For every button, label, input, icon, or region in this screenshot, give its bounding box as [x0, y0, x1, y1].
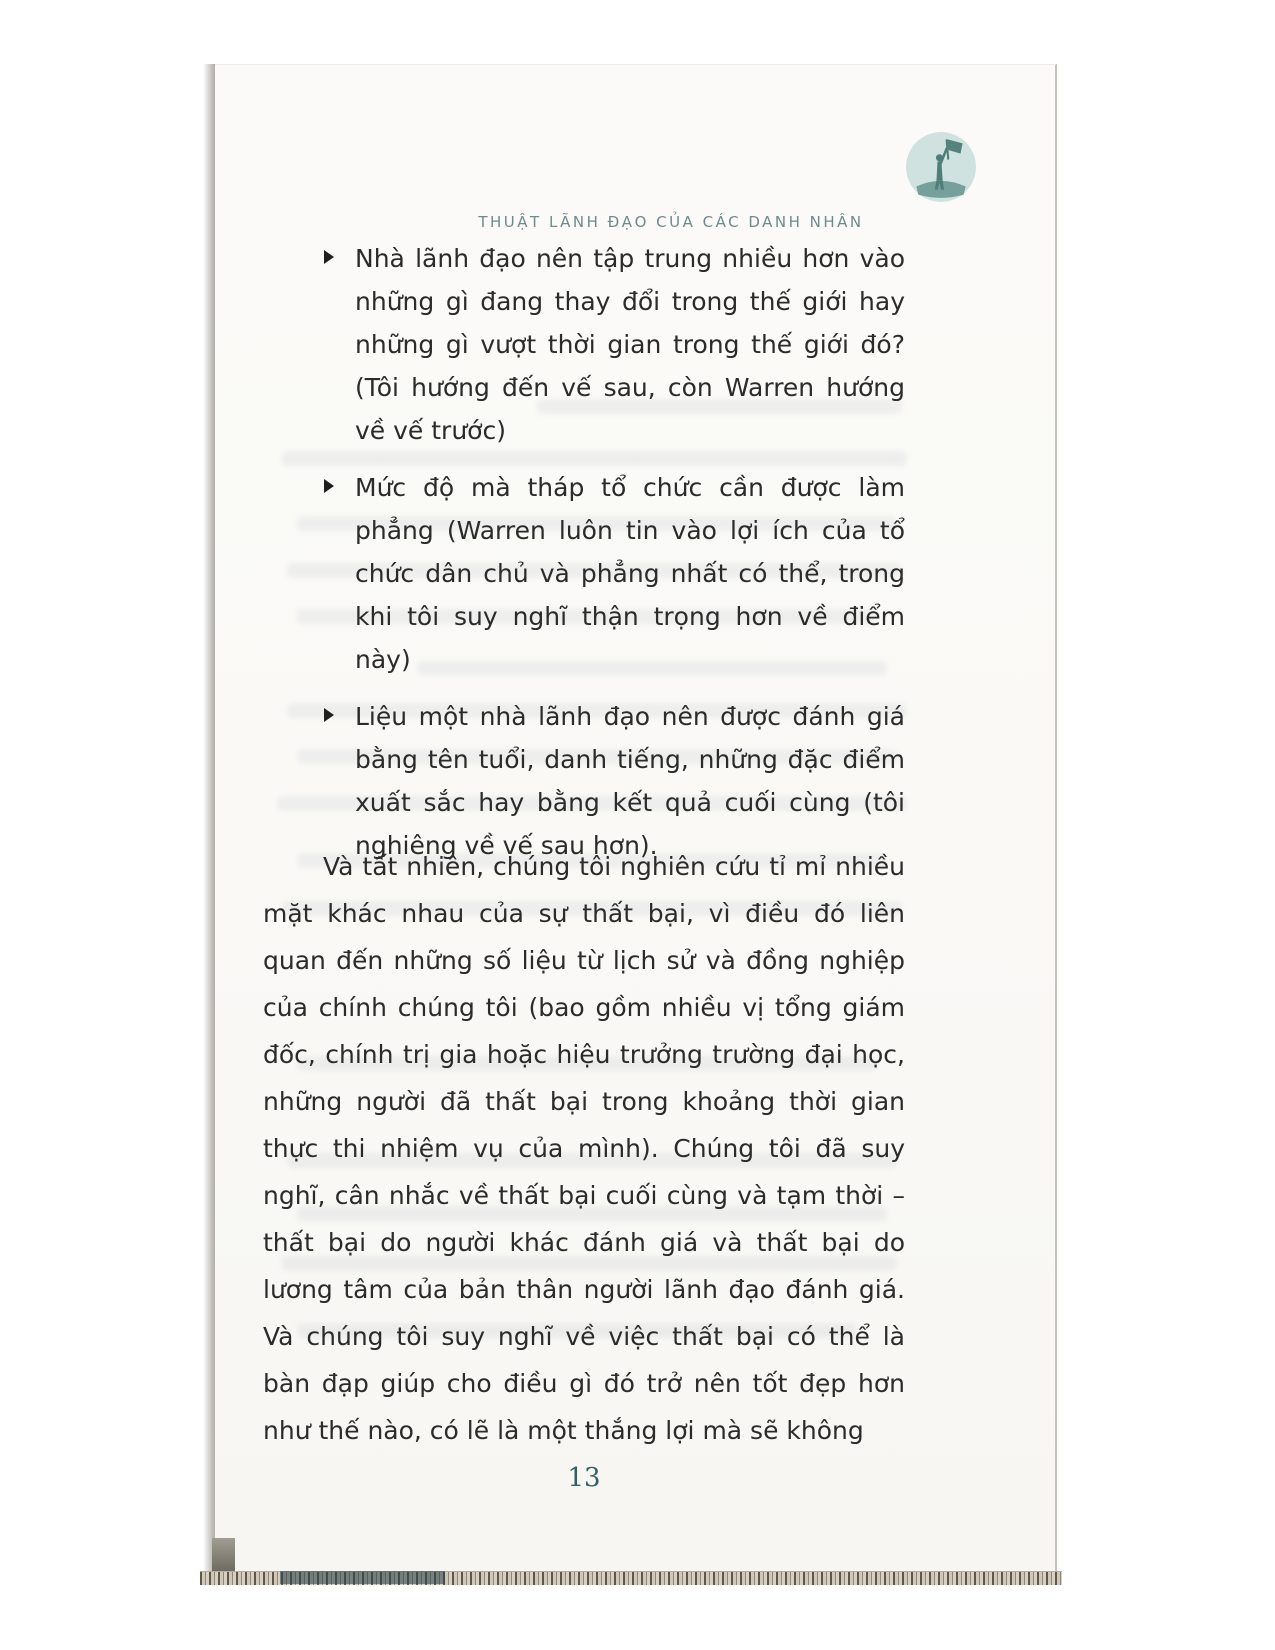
spine-shadow	[212, 1538, 235, 1572]
triangle-bullet-icon	[324, 479, 334, 493]
bullet-item	[322, 466, 905, 681]
bullet-text: Liệu một nhà lãnh đạo nên được đánh giá bằng tên tuổi, danh tiếng, những đặc điểm xuất sắc hay bằng kết quả cuối cùng (tôi nghiêng về vế sau hơn).	[355, 702, 905, 860]
running-header-title: THUẬT LÃNH ĐẠO CỦA CÁC DANH NHÂN	[478, 213, 864, 231]
page-number: 13	[567, 1463, 601, 1493]
bullet-item	[322, 237, 905, 452]
bullet-text: Nhà lãnh đạo nên tập trung nhiều hơn vào những gì đang thay đổi trong thế giới hay những gì vượt thời gian trong thế giới đó? (Tôi hướng đến vế sau, còn Warren hướng về vế trước)	[355, 244, 905, 445]
book-page	[215, 64, 1057, 1572]
flag-on-hill-icon	[905, 131, 977, 203]
bullet-text: Mức độ mà tháp tổ chức cần được làm phẳng (Warren luôn tin vào lợi ích của tổ chức dân chủ và phẳng nhất có thể, trong khi tôi suy nghĩ thận trọng hơn về điểm này)	[355, 473, 905, 674]
body-paragraph: Và tất nhiên, chúng tôi nghiên cứu tỉ mỉ nhiều mặt khác nhau của sự thất bại, vì điều đó liên quan đến những số liệu từ lịch sử và đồng nghiệp của chính chúng tôi (bao gồm nhiều vị tổng giám đốc, chính trị gia hoặc hiệu trưởng trường đại học, những người đã thất bại trong khoảng thời gian thực thi nhiệm vụ của mình). Chúng tôi đã suy nghĩ, cân nhắc về thất bại cuối cùng và tạm thời – thất bại do người khác đánh giá và thất bại do lương tâm của bản thân người lãnh đạo đánh giá. Và chúng tôi suy nghĩ về việc thất bại có thể là bàn đạp giúp cho điều gì đó trở nên tốt đẹp hơn như thế nào, có lẽ là một thắng lợi mà sẽ không	[263, 852, 905, 1445]
bullet-item	[322, 695, 905, 867]
bullet-list	[322, 237, 905, 881]
triangle-bullet-icon	[324, 250, 334, 264]
book-fore-edge-dark-patch	[280, 1571, 445, 1584]
triangle-bullet-icon	[324, 708, 334, 722]
